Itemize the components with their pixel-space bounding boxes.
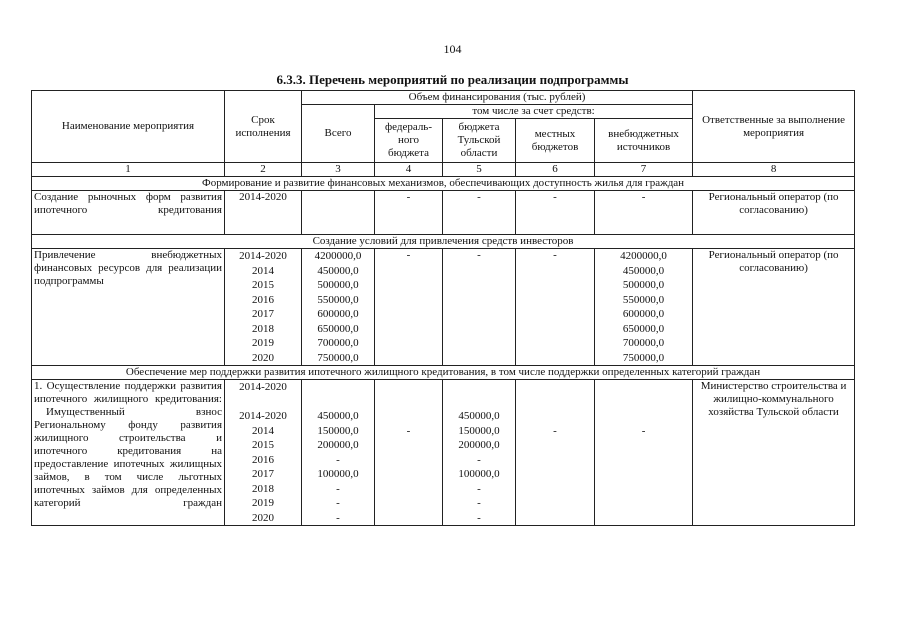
- measure-total: [302, 249, 375, 366]
- header-federal: федераль-ного бюджета: [375, 119, 443, 163]
- header-offbudget: внебюджетных источников: [595, 119, 693, 163]
- header-local: местных бюджетов: [516, 119, 595, 163]
- table-row: [32, 191, 855, 235]
- measure-total: [302, 380, 375, 526]
- spacer: [377, 395, 440, 410]
- table-row: [32, 380, 855, 526]
- spacer: [304, 380, 372, 395]
- spacer: [445, 380, 513, 395]
- amount-cell: 500000,0: [622, 279, 665, 291]
- amount-cell: 650000,0: [317, 322, 359, 335]
- amount-cell: -: [477, 497, 481, 509]
- year-cell: 2015: [252, 439, 274, 451]
- year-cell: 2014: [252, 424, 274, 437]
- section-row: [32, 177, 855, 191]
- column-number: 8: [693, 163, 855, 177]
- spacer: [518, 395, 592, 410]
- spacer: [518, 380, 592, 395]
- measure-federal: -: [375, 191, 443, 235]
- year-cell: 2014-2020: [239, 381, 287, 393]
- measures-table: [31, 90, 855, 526]
- year-cell: 2020: [252, 511, 274, 524]
- year-cell: 2017: [252, 468, 274, 480]
- amount-cell: 450000,0: [317, 264, 359, 277]
- column-number-row: [32, 163, 855, 177]
- section-heading: Создание условий для привлечения средств инвесторов: [32, 235, 855, 249]
- column-number: 4: [375, 163, 443, 177]
- measure-years: [225, 380, 302, 526]
- measure-local: -: [516, 191, 595, 235]
- amount-cell: -: [336, 497, 340, 509]
- year-cell: 2020: [252, 351, 274, 364]
- header-row-1: [32, 91, 855, 105]
- column-number: 7: [595, 163, 693, 177]
- year-cell: 2014-2020: [239, 250, 287, 262]
- amount-cell: 450000,0: [458, 410, 500, 422]
- spacer: [518, 409, 592, 424]
- column-number: 3: [302, 163, 375, 177]
- spacer: [377, 409, 440, 424]
- measure-federal: [375, 380, 443, 526]
- measure-offbudget: [595, 380, 693, 526]
- amount-cell: 700000,0: [317, 337, 359, 349]
- dash-cell: -: [641, 424, 646, 437]
- year-cell: 2014-2020: [239, 410, 287, 422]
- dash-cell: -: [406, 424, 411, 437]
- measure-regional: [443, 380, 516, 526]
- measure-offbudget: [595, 249, 693, 366]
- amount-cell: 200000,0: [317, 439, 359, 451]
- amount-cell: 600000,0: [622, 308, 665, 320]
- spacer: [445, 395, 513, 410]
- amount-cell: 100000,0: [317, 468, 359, 480]
- amount-cell: 550000,0: [622, 293, 665, 306]
- spacer: [597, 409, 690, 424]
- page-number: 104: [443, 42, 462, 56]
- amount-cell: 4200000,0: [620, 250, 667, 262]
- measure-responsible: Министерство строительства и жилищно-коммунального хозяйства Тульской области: [693, 380, 855, 526]
- spacer: [377, 380, 440, 395]
- measure-term: 2014-2020: [225, 191, 302, 235]
- dash-cell: -: [553, 424, 557, 437]
- measure-offbudget: -: [595, 191, 693, 235]
- column-number: 1: [32, 163, 225, 177]
- header-responsible: Ответственные за выполнение мероприятия: [693, 91, 855, 163]
- measure-regional: -: [443, 191, 516, 235]
- section-heading: Обеспечение мер поддержки развития ипотечного жилищного кредитования, в том числе поддержки определенных категорий граждан: [32, 366, 855, 380]
- measure-name: [32, 380, 225, 526]
- amount-cell: -: [477, 511, 481, 524]
- measure-name-heading: 1. Осуществление поддержки развития ипотечного жилищного кредитования:: [34, 380, 222, 405]
- year-cell: 2017: [252, 308, 274, 320]
- header-name: Наименование мероприятия: [32, 91, 225, 163]
- measure-name: Привлечение внебюджетных финансовых ресурсов для реализации подпрограммы: [32, 249, 225, 366]
- measure-total: [302, 191, 375, 235]
- spacer: [304, 395, 372, 410]
- measure-regional: -: [443, 249, 516, 366]
- measure-responsible: Региональный оператор (по согласованию): [693, 191, 855, 235]
- amount-cell: 700000,0: [622, 337, 665, 349]
- section-row: [32, 366, 855, 380]
- amount-cell: 200000,0: [458, 439, 500, 451]
- measure-local: -: [516, 249, 595, 366]
- amount-cell: 100000,0: [458, 468, 500, 480]
- spacer: [227, 395, 299, 410]
- year-cell: 2018: [252, 482, 274, 495]
- header-funding: Объем финансирования (тыс. рублей): [302, 91, 693, 105]
- amount-cell: 4200000,0: [314, 250, 362, 262]
- amount-cell: 150000,0: [458, 424, 500, 437]
- year-cell: 2015: [252, 279, 274, 291]
- amount-cell: -: [336, 511, 340, 524]
- header-total: Всего: [302, 105, 375, 163]
- year-cell: 2018: [252, 322, 274, 335]
- amount-cell: 600000,0: [317, 308, 359, 320]
- amount-cell: 500000,0: [317, 279, 359, 291]
- amount-cell: 450000,0: [622, 264, 665, 277]
- table-row: [32, 249, 855, 366]
- year-cell: 2019: [252, 497, 274, 509]
- year-cell: 2014: [252, 264, 274, 277]
- header-regional: бюджета Тульской области: [443, 119, 516, 163]
- amount-cell: 650000,0: [622, 322, 665, 335]
- year-cell: 2019: [252, 337, 274, 349]
- spacer: [597, 380, 690, 395]
- header-including: том числе за счет средств:: [375, 105, 693, 119]
- measure-years: [225, 249, 302, 366]
- amount-cell: -: [477, 453, 481, 466]
- section-row: [32, 235, 855, 249]
- year-cell: 2016: [252, 453, 274, 466]
- amount-cell: 150000,0: [317, 424, 359, 437]
- measure-local: [516, 380, 595, 526]
- amount-cell: 450000,0: [317, 410, 359, 422]
- amount-cell: -: [477, 482, 481, 495]
- measure-federal: -: [375, 249, 443, 366]
- year-cell: 2016: [252, 293, 274, 306]
- amount-cell: 750000,0: [317, 351, 359, 364]
- document-title: 6.3.3. Перечень мероприятий по реализации подпрограммы: [276, 72, 629, 87]
- column-number: 6: [516, 163, 595, 177]
- measure-name: Создание рыночных форм развития ипотечного кредитования: [32, 191, 225, 235]
- amount-cell: -: [336, 453, 340, 466]
- amount-cell: 750000,0: [622, 351, 665, 364]
- amount-cell: 550000,0: [317, 293, 359, 306]
- amount-cell: -: [336, 482, 340, 495]
- header-term: Срок исполнения: [225, 91, 302, 163]
- section-heading: Формирование и развитие финансовых механизмов, обеспечивающих доступность жилья для граждан: [32, 177, 855, 191]
- measure-responsible: Региональный оператор (по согласованию): [693, 249, 855, 366]
- measure-name-body: Имущественный взнос Региональному фонду развития жилищного строительства и ипотечного кредитования на предоставление ипотечных жилищных займов, в том числе льготных ипотечных займов для определенных категорий граждан: [34, 406, 222, 509]
- spacer: [597, 395, 690, 410]
- column-number: 5: [443, 163, 516, 177]
- column-number: 2: [225, 163, 302, 177]
